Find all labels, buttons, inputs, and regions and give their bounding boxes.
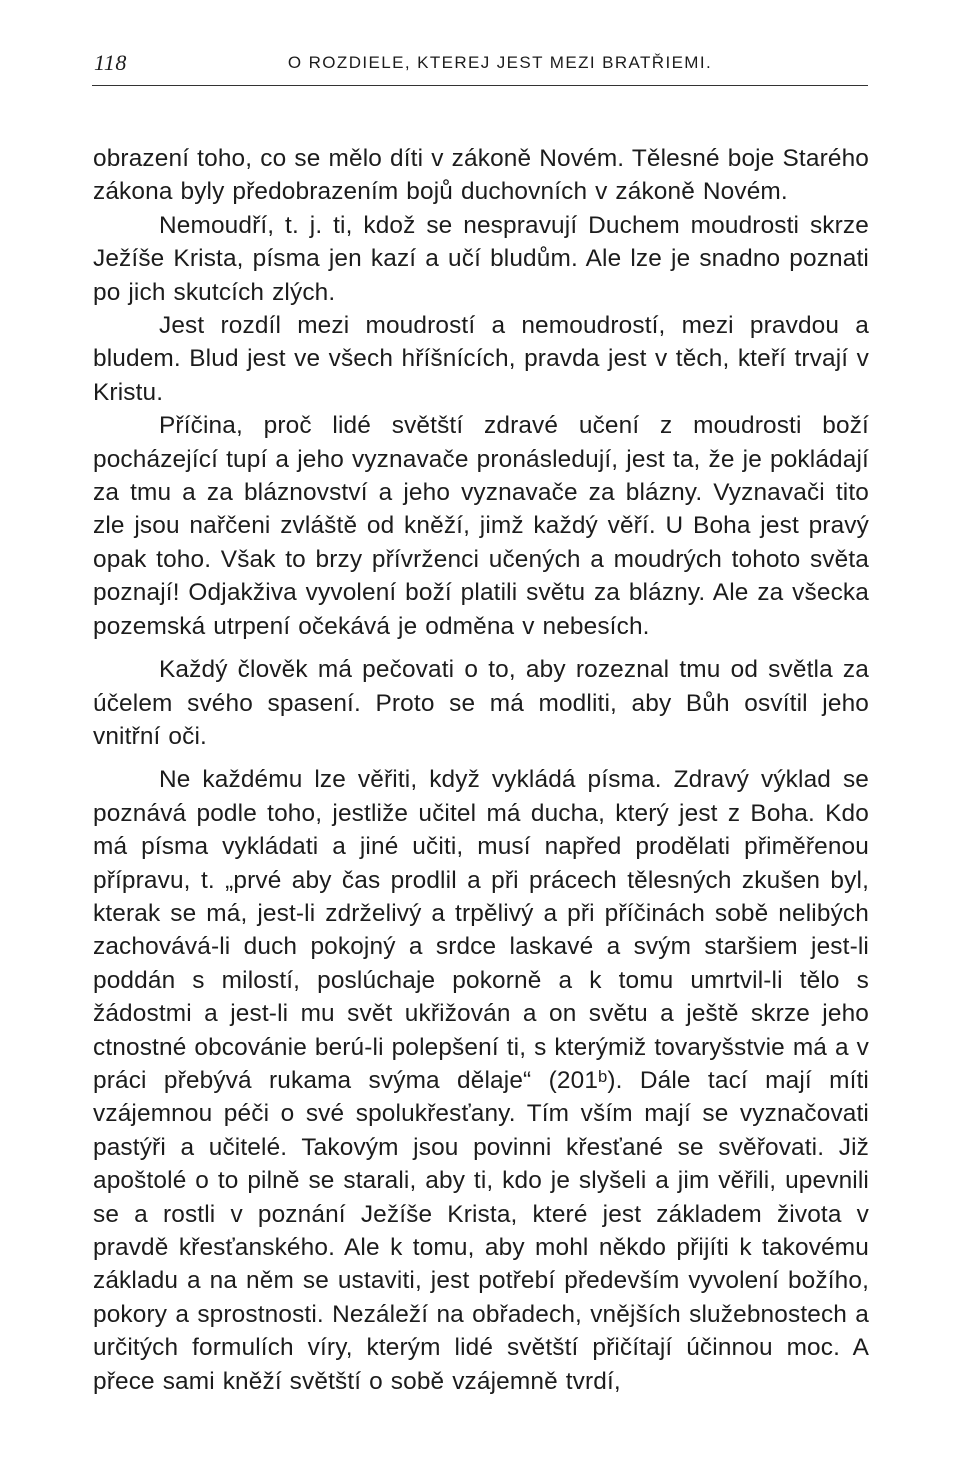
paragraph: Příčina, proč lidé světští zdravé učení z moudrosti boží pocházející tupí a jeho vyznavače pronásledují, jest ta, že je pokládají za tmu a za bláznovství a jeho vyznavače za blázny. Vyznavači tito zle jsou nařčeni zvláště od kněží, jimž každý věří. U Boha jest pravý opak toho. Však to brzy přívrženci učených a moudrých tohoto světa poznají! Odjakživa vyvolení boží platili světu za blázny. Ale za všecka pozemská utrpení očekává je odměna v nebesích. (93, 412, 869, 640)
paragraph: Každý člověk má pečovati o to, aby rozeznal tmu od světla za účelem svého spasení. Proto se má modliti, aby Bůh osvítil jeho vnitřní oči. (93, 656, 869, 750)
running-title: O ROZDIELE, KTEREJ JEST MEZI BRATŘIEMI. (287, 53, 713, 72)
paragraph: Jest rozdíl mezi moudrostí a nemoudrostí, mezi pravdou a bludem. Blud jest ve všech hříšnících, pravda jest v těch, kteří trvají v Kristu. (93, 312, 869, 406)
page-header (92, 40, 868, 86)
paragraph: Nemoudří, t. j. ti, kdož se nespravují Duchem moudrosti skrze Ježíše Krista, písma jen kazí a učí bludům. Ale lze je snadno poznati po jich skutcích zlých. (93, 211, 869, 306)
paragraph-continuation: obrazení toho, co se mělo díti v zákoně Novém. Tělesné boje Starého zákona byly předobrazením bojů duchovních v zákoně Novém. (93, 145, 869, 206)
header-rule (92, 85, 868, 86)
paragraph: Ne každému lze věřiti, když vykládá písma. Zdravý výklad se poznává podle toho, jestliže učitel má ducha, který jest z Boha. Kdo má písma vykládati a jiné učiti, musí napřed prodělati přiměřenou přípravu, t. „prvé aby čas prodlil a při prácech tělesných zkušen byl, kterak se má, jest-li zdrželivý a trpělivý a při příčinách sobě nelibých zachovává-li duch pokojný a srdce laskavé a svým staršiem jest-li poddán s milostí, poslúchaje pokorně a k tomu umrtvil-li tělo s žádostmi a jest-li mu svět ukřižován a on světu a ještě skrze jeho ctnostné obcovánie berú-li polepšení ti, s kterýmiž tovaryšstvie má a v práci přebývá rukama svýma dělaje“ (201ᵇ). Dále tací mají míti vzájemnou péči o své spolukřesťany. Tím vším mají se vyznačovati pastýři a učitelé. Takovým jsou povinni křesťané se svěřovati. Již apoštolé o to pilně se starali, aby ti, kdo je slyšeli a jim věřili, upevnili se a rostli v poznání Ježíše Krista, které jest základem života v pravdě křesťanského. Ale k tomu, aby mohl někdo přijíti k takovému základu a na něm se ustaviti, jest potřebí především vyvolení božího, pokory a sprostnosti. Nezáleží na obřadech, vnějších služebnostech a určitých formulích víry, kterým lidé světští přičítají účinnou moc. A přece sami kněží světští o sobě vzájemně tvrdí, (93, 766, 869, 1395)
page-number: 118 (94, 50, 127, 75)
body-text (93, 142, 869, 1398)
